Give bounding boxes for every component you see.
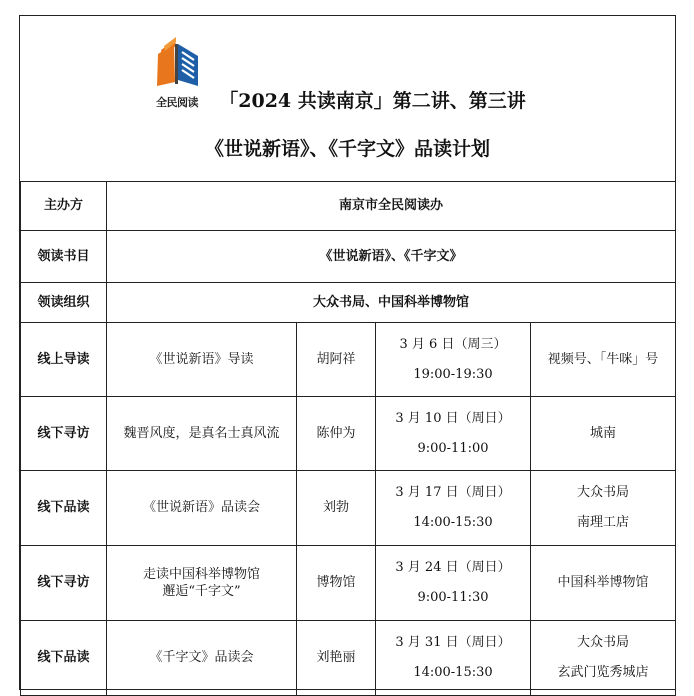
activity-speaker: 胡阿祥 (297, 323, 376, 397)
schedule-row (21, 546, 676, 621)
activity-datetime: 3 月 10 日（周日） 9:00-11:00 (376, 397, 531, 471)
activity-venue: 城南 (531, 397, 676, 471)
info-label: 领读组织 (21, 283, 107, 323)
activity-topic: 魏晋风度，是真名士真风流 (107, 397, 297, 471)
activity-topic: 《世说新语》品读会 (107, 471, 297, 546)
activity-datetime: 3 月 31 日（周日） 14:00-15:30 (376, 621, 531, 696)
activity-type: 线下寻访 (21, 397, 107, 471)
activity-type: 线上导读 (21, 323, 107, 397)
activity-type: 线下品读 (21, 471, 107, 546)
activity-datetime: 3 月 6 日（周三） 19:00-19:30 (376, 323, 531, 397)
info-row (21, 283, 676, 323)
info-value: 南京市全民阅读办 (107, 182, 676, 231)
activity-speaker: 博物馆 (297, 546, 376, 621)
activity-topic: 《千字文》品读会 (107, 621, 297, 696)
info-label: 领读书目 (21, 231, 107, 283)
activity-datetime: 3 月 17 日（周日） 14:00-15:30 (376, 471, 531, 546)
activity-venue: 大众书局 南理工店 (531, 471, 676, 546)
activity-topic: 走读中国科举博物馆 邂逅“千字文” (107, 546, 297, 621)
logo-text: 全民阅读 (156, 96, 198, 109)
activity-speaker: 刘勃 (297, 471, 376, 546)
activity-speaker: 刘艳丽 (297, 621, 376, 696)
document-header (20, 16, 675, 181)
plan-document (19, 15, 676, 690)
info-value: 《世说新语》、《千字文》 (107, 231, 676, 283)
activity-type: 线下品读 (21, 621, 107, 696)
schedule-row (21, 621, 676, 696)
plan-table (20, 181, 676, 696)
activity-venue: 大众书局 玄武门览秀城店 (531, 621, 676, 696)
schedule-row (21, 397, 676, 471)
activity-datetime: 3 月 24 日（周日） 9:00-11:30 (376, 546, 531, 621)
info-value: 大众书局、中国科举博物馆 (107, 283, 676, 323)
activity-venue: 中国科举博物馆 (531, 546, 676, 621)
activity-type: 线下寻访 (21, 546, 107, 621)
title-line-1: 「2024 共读南京」第二讲、第三讲 (219, 90, 526, 112)
open-book-icon (148, 34, 206, 94)
info-row (21, 231, 676, 283)
schedule-row (21, 471, 676, 546)
info-row (21, 182, 676, 231)
activity-venue: 视频号、「牛咪」号 (531, 323, 676, 397)
activity-topic: 《世说新语》导读 (107, 323, 297, 397)
info-label: 主办方 (21, 182, 107, 231)
title-line-2: 《世说新语》、《千字文》品读计划 (204, 138, 490, 160)
activity-speaker: 陈仲为 (297, 397, 376, 471)
schedule-row (21, 323, 676, 397)
